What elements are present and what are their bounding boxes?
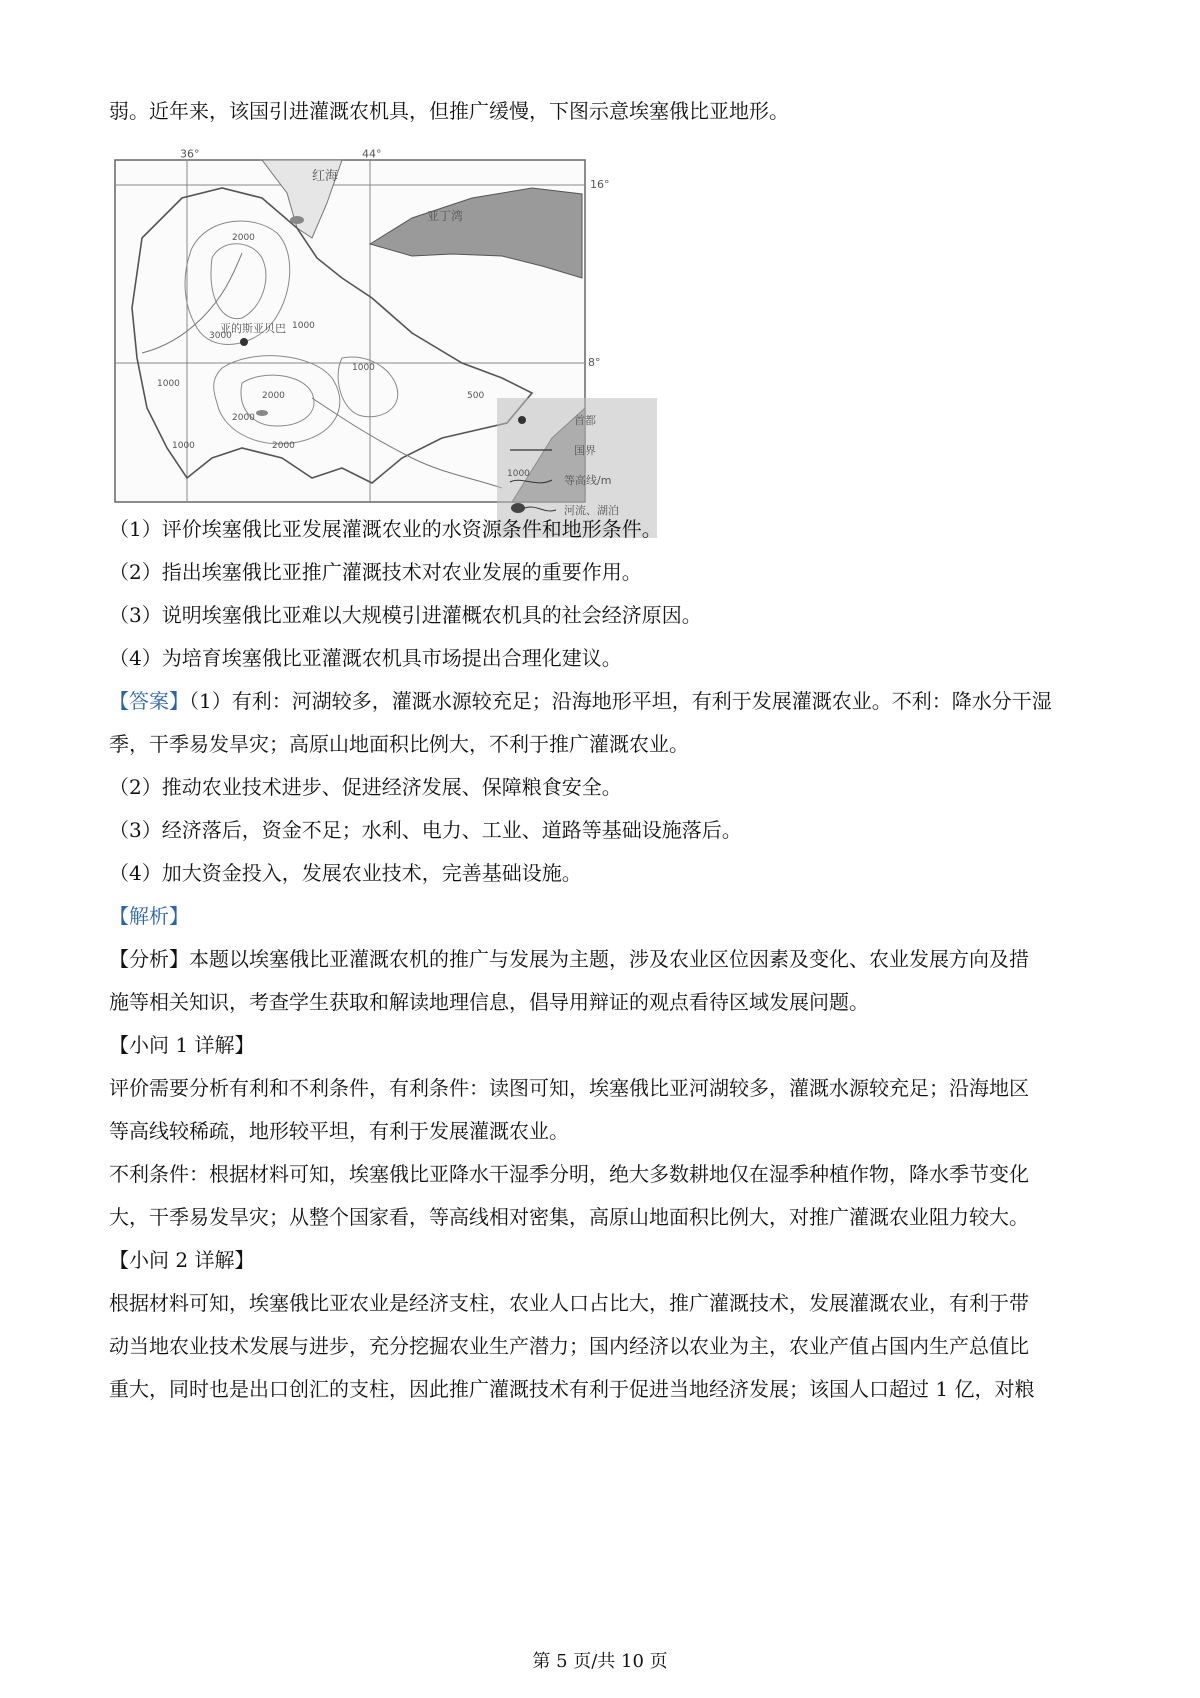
q1-line-4: 大，干季易发旱灾；从整个国家看，等高线相对密集，高原山地面积比例大，对推广灌溉农业阻力较大。: [109, 1205, 1029, 1229]
contour-label: 2000: [272, 441, 295, 451]
contour-label: 1000: [172, 441, 195, 451]
q1-title: 【小问 1 详解】: [109, 1033, 255, 1057]
gulf-of-aden-label: 亚丁湾: [427, 209, 464, 223]
legend-river-lake: 河流、湖泊: [564, 504, 619, 517]
analysis-fenxi-2: 施等相关知识，考查学生获取和解读地理信息，倡导用辩证的观点看待区域发展问题。: [109, 990, 869, 1014]
answer-line-4: （3）经济落后，资金不足；水利、电力、工业、道路等基础设施落后。: [109, 818, 742, 842]
answer-label: 【答案】: [109, 689, 189, 713]
legend-lake-icon: [511, 503, 525, 513]
intro-line: 弱。近年来，该国引进灌溉农机具，但推广缓慢，下图示意埃塞俄比亚地形。: [109, 99, 789, 123]
q1-line-2: 等高线较稀疏，地形较平坦，有利于发展灌溉农业。: [109, 1119, 569, 1143]
lake-tana: [290, 216, 304, 224]
lon-label-44: 44°: [362, 147, 382, 161]
q2-line-1: 根据材料可知，埃塞俄比亚农业是经济支柱，农业人口占比大，推广灌溉技术，发展灌溉农业，有利于带: [109, 1291, 1029, 1315]
answer-line-1: [109, 686, 1120, 716]
contour-label: 2000: [232, 413, 255, 423]
capital-label: 亚的斯亚贝巴: [220, 322, 286, 335]
contour-label: 1000: [157, 379, 180, 389]
q1-line-1: 评价需要分析有利和不利条件，有利条件：读图可知，埃塞俄比亚河湖较多，灌溉水源较充足；沿海地区: [109, 1076, 1029, 1100]
legend-border: 国界: [574, 444, 596, 457]
q1-line-3: 不利条件：根据材料可知，埃塞俄比亚降水干湿季分明，绝大多数耕地仅在湿季种植作物，降水季节变化: [109, 1162, 1029, 1186]
question-2: （2）指出埃塞俄比亚推广灌溉技术对农业发展的重要作用。: [109, 560, 642, 584]
legend-contour: 等高线/m: [564, 474, 612, 487]
contour-label: 1000: [352, 363, 375, 373]
lat-label-8: 8°: [588, 356, 601, 369]
red-sea-label: 红海: [312, 169, 339, 184]
question-4: （4）为培育埃塞俄比亚灌溉农机具市场提出合理化建议。: [109, 646, 622, 670]
legend-capital-icon: [518, 416, 526, 424]
capital-marker: [240, 338, 248, 346]
question-1: （1）评价埃塞俄比亚发展灌溉农业的水资源条件和地形条件。: [109, 517, 662, 541]
contour-label: 2000: [262, 391, 285, 401]
q2-line-3: 重大，同时也是出口创汇的支柱，因此推广灌溉技术有利于促进当地经济发展；该国人口超过 1 亿，对粮: [109, 1377, 1035, 1401]
legend-capital: 首都: [574, 414, 596, 427]
page-footer: 第 5 页/共 10 页: [532, 1651, 668, 1672]
contour-label: 500: [467, 391, 485, 401]
analysis-fenxi-1: 【分析】本题以埃塞俄比亚灌溉农机的推广与发展为主题，涉及农业区位因素及变化、农业发展方向及措: [109, 947, 1029, 971]
answer-line-5: （4）加大资金投入，发展农业技术，完善基础设施。: [109, 861, 582, 885]
contour-label: 1000: [292, 321, 315, 331]
answer-line-2: 季，干季易发旱灾；高原山地面积比例大，不利于推广灌溉农业。: [109, 732, 689, 756]
q2-title: 【小问 2 详解】: [109, 1248, 255, 1272]
contour-label: 2000: [232, 233, 255, 243]
answer-text-1: （1）有利：河湖较多，灌溉水源较充足；沿海地形平坦，有利于发展灌溉农业。不利：降水分干湿: [189, 689, 1052, 713]
question-3: （3）说明埃塞俄比亚难以大规模引进灌概农机具的社会经济原因。: [109, 603, 702, 627]
ethiopia-topographic-map: [112, 147, 697, 540]
contour-label: 3000: [209, 331, 232, 341]
lon-label-36: 36°: [180, 147, 200, 161]
q2-line-2: 动当地农业技术发展与进步，充分挖掘农业生产潜力；国内经济以农业为主，农业产值占国内生产总值比: [109, 1334, 1029, 1358]
analysis-label: 【解析】: [109, 904, 189, 928]
lat-label-16: 16°: [590, 178, 610, 191]
lake-south: [256, 410, 268, 416]
legend-contour-value: 1000: [507, 469, 530, 479]
answer-line-3: （2）推动农业技术进步、促进经济发展、保障粮食安全。: [109, 775, 622, 799]
